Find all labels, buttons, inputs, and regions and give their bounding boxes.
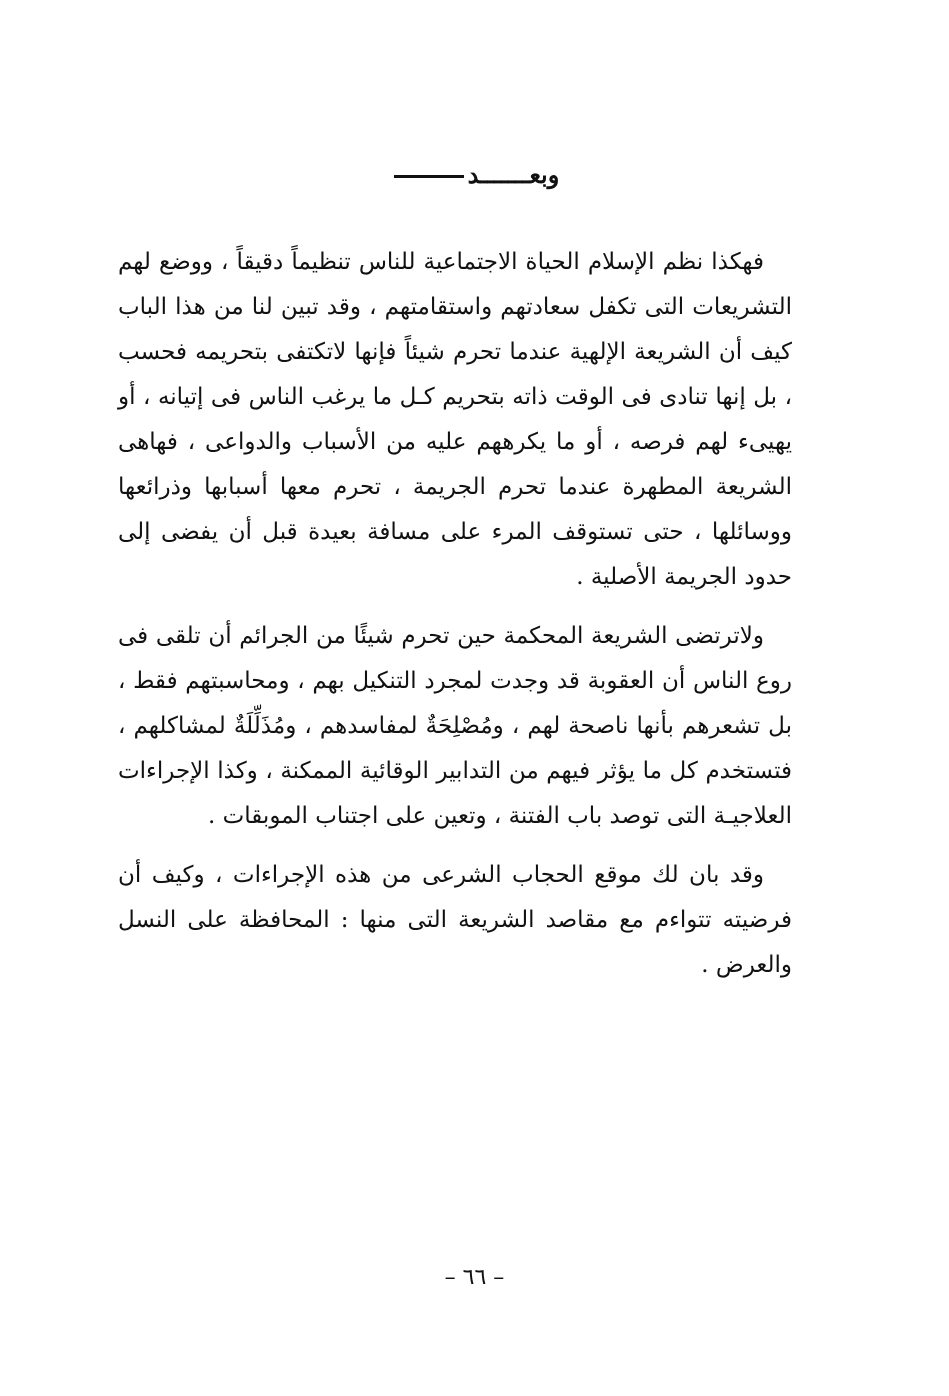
section-heading-container bbox=[0, 160, 949, 189]
paragraph-3: وقد بان لك موقع الحجاب الشرعى من هذه الإجراءات ، وكيف أن فرضيته تتواءم مع مقاصد الشريعة التى منها : المحافظة على النسل والعرض . bbox=[118, 862, 792, 978]
body-text bbox=[118, 240, 792, 988]
paragraph-2: ولاترتضى الشريعة المحكمة حين تحرم شيئًا من الجرائم أن تلقى فى روع الناس أن العقوبة قد وجدت لمجرد التنكيل بهم ، ومحاسبتهم فقط ، بل تشعرهم بأنها ناصحة لهم ، ومُصْلِحَةٌ لمفاسدهم ، ومُذَلِّلَةٌ لمشاكلهم ، فتستخدم كل ما يؤثر فيهم من التدابير الوقائية الممكنة ، وكذا الإجراءات العلاجيـة التى توصد باب الفتنة ، وتعين على اجتناب الموبقات . bbox=[118, 623, 792, 829]
section-heading: وبعـــــــد bbox=[390, 160, 560, 189]
paragraph-1: فهكذا نظم الإسلام الحياة الاجتماعية للناس تنظيماً دقيقاً ، ووضع لهم التشريعات التى تكفل سعادتهم واستقامتهم ، وقد تبين لنا من هذا الباب كيف أن الشريعة الإلهية عندما تحرم شيئاً فإنها لاتكتفى بتحريمه فحسب ، بل إنها تنادى فى الوقت ذاته بتحريم كـل ما يرغب الناس فى إتيانه ، أو يهيىء لهم فرصه ، أو ما يكرههم عليه من الأسباب والدواعى ، فهاهى الشريعة المطهرة عندما تحرم الجريمة ، تحرم معها أسبابها وذرائعها ووسائلها ، حتى تستوقف المرء على مسافة بعيدة قبل أن يفضى إلى حدود الجريمة الأصلية . bbox=[118, 249, 792, 590]
page-number: – ٦٦ – bbox=[444, 1265, 505, 1290]
